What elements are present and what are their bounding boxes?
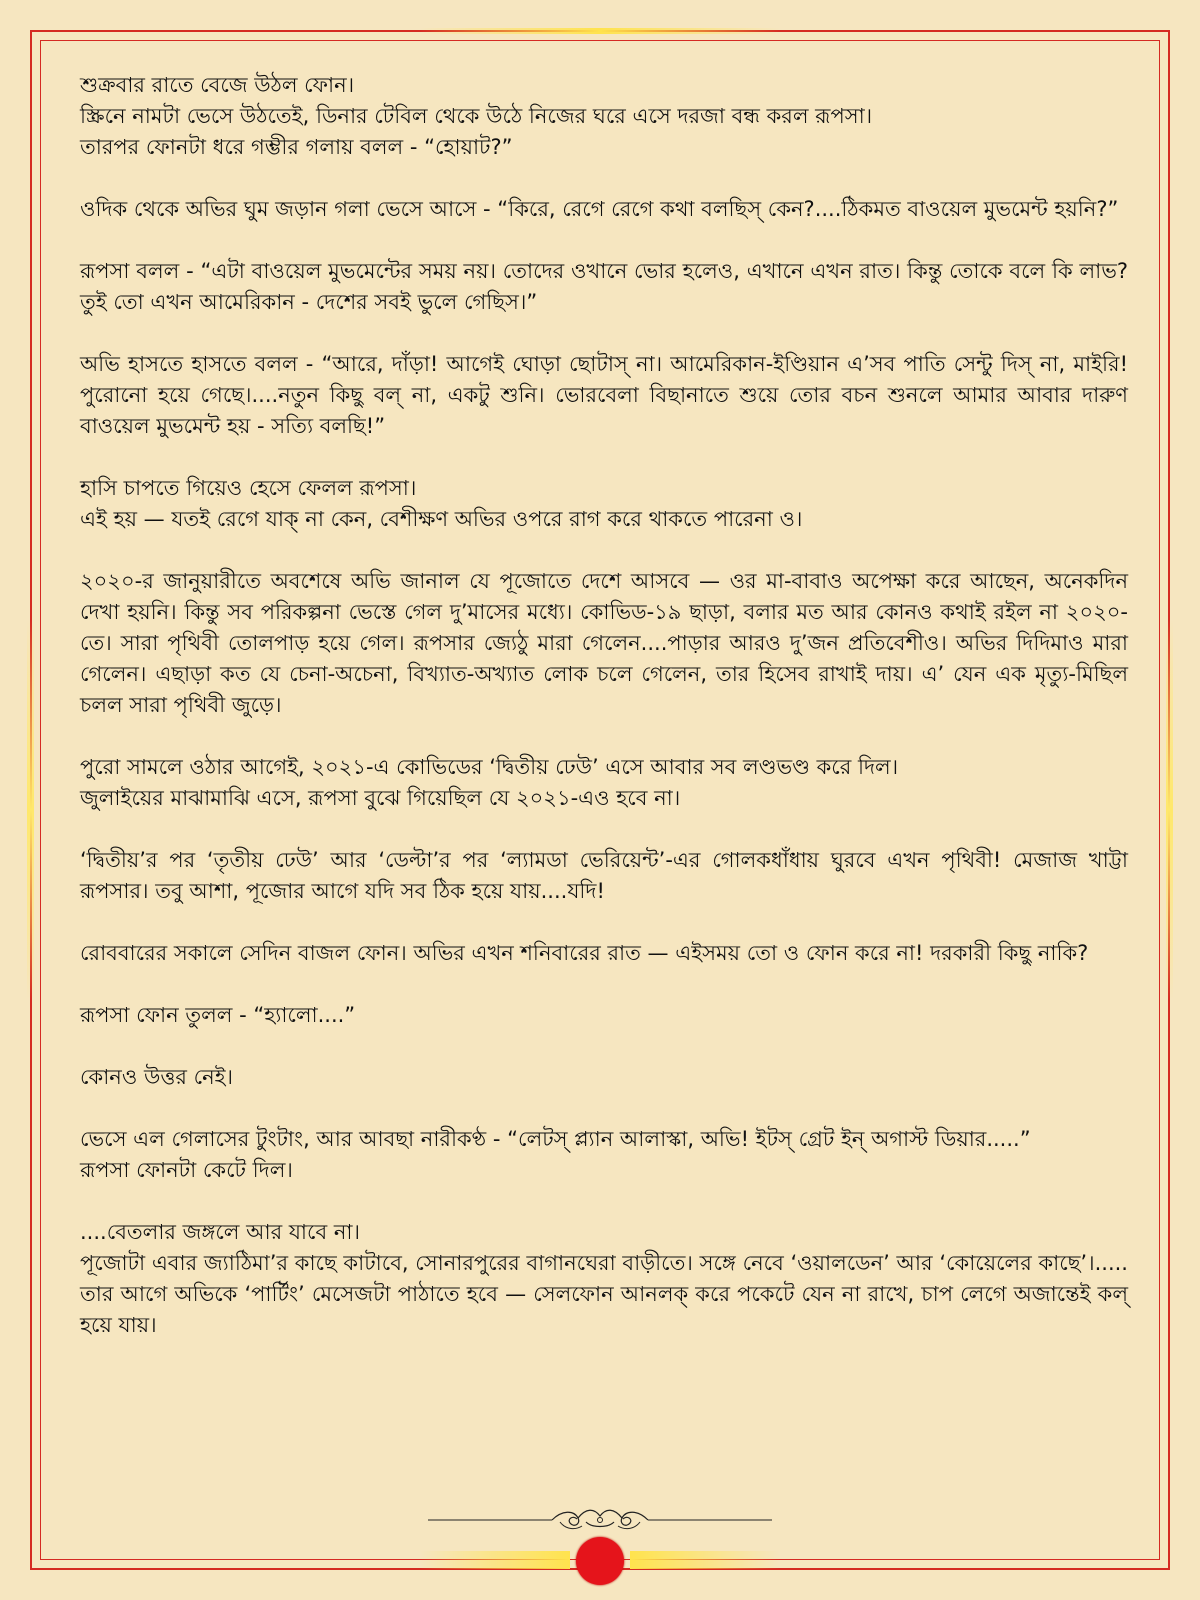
- red-seal-icon: [576, 1537, 624, 1585]
- paragraph-11: [80, 1062, 1128, 1093]
- text-line: রূপসা ফোনটা কেটে দিল।: [80, 1158, 293, 1182]
- story-text: [80, 70, 1128, 1372]
- paragraph-3: [80, 256, 1128, 318]
- text-line: জুলাইয়ের মাঝামাঝি এসে, রূপসা বুঝে গিয়েছিল যে ২০২১-এও হবে না।: [80, 786, 681, 810]
- text-line: ‘দ্বিতীয়’র পর ‘তৃতীয় ঢেউ’ আর ‘ডেল্টা’র পর ‘ল্যামডা ভেরিয়েন্ট’-এর গোলকধাঁধায় ঘুরবে এখন পৃথিবী! মেজাজ খাট্টা রূপসার। তবু আশা, পূজোর আগে যদি সব ঠিক হয়ে যায়....যদি!: [80, 848, 1128, 903]
- flourish-divider-icon: [428, 1504, 772, 1538]
- text-line: ২০২০-র জানুয়ারীতে অবশেষে অভি জানাল যে পূজোতে দেশে আসবে — ওর মা-বাবাও অপেক্ষা করে আছেন, অনেকদিন দেখা হয়নি। কিন্তু সব পরিকল্পনা ভেস্তে গেল দু’মাসের মধ্যে। কোভিড-১৯ ছাড়া, বলার মত আর কোনও কথাই রইল না ২০২০-তে। সারা পৃথিবী তোলপাড় হয়ে গেল। রূপসার জ্যেঠু মারা গেলেন....পাড়ার আরও দু’জন প্রতিবেশীও। অভির দিদিমাও মারা গেলেন। এছাড়া কত যে চেনা-অচেনা, বিখ্যাত-অখ্যাত লোক চলে গেলেন, তার হিসেব রাখাই দায়। এ’ যেন এক মৃত্যু-মিছিল চলল সারা পৃথিবী জুড়ে।: [80, 569, 1128, 717]
- border-glow-bottom-right: [630, 1551, 780, 1569]
- text-line: শুক্রবার রাতে বেজে উঠল ফোন।: [80, 73, 355, 97]
- border-glow-top: [420, 28, 780, 34]
- paragraph-8: [80, 845, 1128, 907]
- text-line: ভেসে এল গেলাসের টুংটাং, আর আবছা নারীকণ্ঠ - “লেটস্ প্ল্যান আলাস্কা, অভি! ইটস্ গ্রেট ইন্ অগাস্ট ডিয়ার.....”: [80, 1127, 1031, 1151]
- text-line: অভি হাসতে হাসতে বলল - “আরে, দাঁড়া! আগেই ঘোড়া ছোটাস্ না। আমেরিকান-ইণ্ডিয়ান এ’সব পাতি সেন্টু দিস্ না, মাইরি! পুরোনো হয়ে গেছে।....নতুন কিছু বল্ না, একটু শুনি। ভোরবেলা বিছানাতে শুয়ে তোর বচন শুনলে আমার আবার দারুণ বাওয়েল মুভমেন্ট হয় - সত্যি বলছি!”: [80, 352, 1128, 438]
- paragraph-7: [80, 752, 1128, 814]
- text-line: কোনও উত্তর নেই।: [80, 1065, 234, 1089]
- text-line: স্ক্রিনে নামটা ভেসে উঠতেই, ডিনার টেবিল থেকে উঠে নিজের ঘরে এসে দরজা বন্ধ করল রূপসা।: [80, 104, 873, 128]
- text-line: রূপসা ফোন তুলল - “হ্যালো....”: [80, 1003, 356, 1027]
- text-line: হাসি চাপতে গিয়েও হেসে ফেলল রূপসা।: [80, 476, 417, 500]
- text-line: পূজোটা এবার জ্যাঠিমা’র কাছে কাটাবে, সোনারপুরের বাগানঘেরা বাড়ীতে। সঙ্গে নেবে ‘ওয়ালডেন’ আর ‘কোয়েলের কাছে’।..... তার আগে অভিকে ‘পার্টিং’ মেসেজটা পাঠাতে হবে — সেলফোন আনলক্ করে পকেটে যেন না রাখে, চাপ লেগে অজান্তেই কল্ হয়ে যায়।: [80, 1251, 1128, 1337]
- paragraph-1: [80, 70, 1128, 163]
- paragraph-2: [80, 194, 1128, 225]
- paragraph-10: [80, 1000, 1128, 1031]
- text-line: রোববারের সকালে সেদিন বাজল ফোন। অভির এখন শনিবারের রাত — এইসময় তো ও ফোন করে না! দরকারী কিছু নাকি?: [80, 941, 1089, 965]
- paragraph-12: [80, 1124, 1128, 1186]
- paragraph-9: [80, 938, 1128, 969]
- paragraph-13: [80, 1217, 1128, 1341]
- border-glow-bottom-left: [420, 1551, 570, 1569]
- text-line: রূপসা বলল - “এটা বাওয়েল মুভমেন্টের সময় নয়। তোদের ওখানে ভোর হলেও, এখানে এখন রাত। কিন্তু তোকে বলে কি লাভ? তুই তো এখন আমেরিকান - দেশের সবই ভুলে গেছিস।”: [80, 259, 1128, 314]
- text-line: ওদিক থেকে অভির ঘুম জড়ান গলা ভেসে আসে - “কিরে, রেগে রেগে কথা বলছিস্ কেন?....ঠিকমত বাওয়েল মুভমেন্ট হয়নি?”: [80, 197, 1119, 221]
- paragraph-6: [80, 566, 1128, 721]
- paragraph-5: [80, 473, 1128, 535]
- text-line: এই হয় — যতই রেগে যাক্ না কেন, বেশীক্ষণ অভির ওপরে রাগ করে থাকতে পারেনা ও।: [80, 507, 803, 531]
- border-glow-left: [27, 620, 34, 1000]
- text-line: ....বেতলার জঙ্গলে আর যাবে না।: [80, 1220, 360, 1244]
- border-glow-right: [1166, 620, 1173, 1000]
- paragraph-4: [80, 349, 1128, 442]
- text-line: তারপর ফোনটা ধরে গম্ভীর গলায় বলল - “হোয়াট?”: [80, 135, 513, 159]
- text-line: পুরো সামলে ওঠার আগেই, ২০২১-এ কোভিডের ‘দ্বিতীয় ঢেউ’ এসে আবার সব লণ্ডভণ্ড করে দিল।: [80, 755, 899, 779]
